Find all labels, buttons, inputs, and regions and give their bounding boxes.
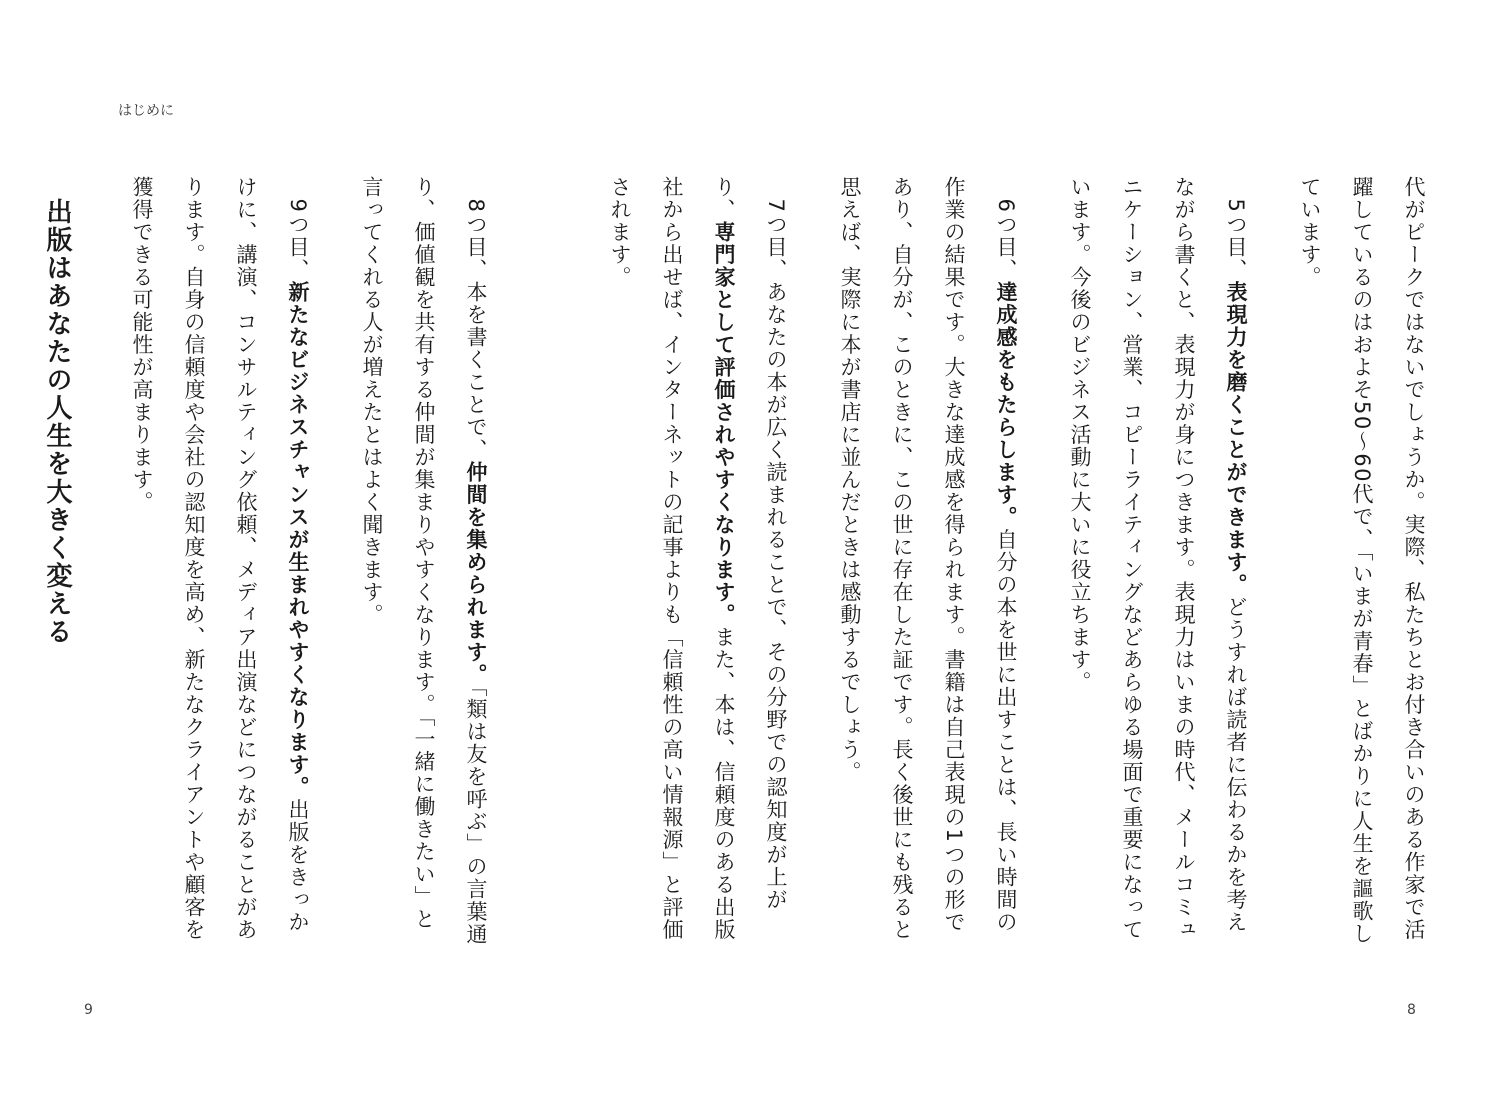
page-number-left: 9	[84, 1002, 93, 1018]
paragraph-intro-text: 代がピークではないでしょうか。実際、私たちとお付き合いのある作家で活躍しているのはおよそ50～60代で、「いまが青春」とばかりに人生を謳歌しています。	[1298, 176, 1426, 945]
paragraph-eighth-lead: 8つ目、本を書くことで、	[464, 176, 488, 461]
paragraph-eighth-emphasis: 仲間を集められます。	[464, 460, 488, 686]
paragraph-eighth-body: 「類は友を呼ぶ」の言葉通り、価値観を共有する仲間が集まりやすくなります。「一緒に働きたい」と言ってくれる人が増えたとはよく聞きます。	[360, 176, 488, 946]
vertical-text-spread	[42, 176, 1440, 956]
section-heading: 出版はあなたの人生を大きく変える	[42, 198, 72, 646]
paragraph-fifth-emphasis: 表現力を磨くことができます。	[1224, 280, 1248, 596]
paragraph-ninth-body: 出版をきっかけに、講演、コンサルティング依頼、メディア出演などにつながることがあります。自身の信頼度や会社の認知度を高め、新たなクライアントや顧客を獲得できる可能性が高まります。	[130, 176, 310, 941]
paragraph-sixth-body: 自分の本を世に出すことは、長い時間の作業の結果です。大きな達成感を得られます。書籍は自己表現の1つの形であり、自分が、このときに、この世に存在した証です。長く後世にも残ると思えば、実際に本が書店に並んだときは感動するでしょう。	[838, 176, 1018, 941]
paragraph-sixth	[824, 176, 1032, 946]
paragraph-ninth-lead: 9つ目、	[286, 176, 310, 281]
paragraph-ninth-emphasis: 新たなビジネスチャンスが生まれやすくなります。	[286, 280, 310, 799]
paragraph-intro	[1284, 176, 1440, 946]
paragraph-eighth	[346, 176, 502, 946]
paragraph-sixth-emphasis: 達成感をもたらします。	[994, 280, 1018, 529]
paragraph-fifth-body: どうすれば読者に伝わるかを考えながら書くと、表現力が身につきます。表現力はいまの時代、メールコミュニケーション、営業、コピーライティングなどあらゆる場面で重要になっています。今後のビジネス活動に大いに役立ちます。	[1068, 176, 1248, 941]
paragraph-seventh-body: また、本は、信頼度のある出版社から出せば、インターネットの記事よりも「信頼性の高い情報源」と評価されます。	[608, 176, 736, 941]
paragraph-fifth-lead: 5つ目、	[1224, 176, 1248, 281]
paragraph-seventh	[594, 176, 802, 946]
paragraph-seventh-emphasis: 専門家として評価されやすくなります。	[712, 221, 736, 626]
running-head: はじめに	[118, 103, 174, 119]
page-number-right: 8	[1407, 1002, 1416, 1018]
paragraph-ninth	[116, 176, 324, 946]
paragraph-fifth	[1054, 176, 1262, 946]
paragraph-seventh-lead: 7つ目、あなたの本が広く読まれることで、その分野での認知度が上がり、	[712, 176, 788, 911]
paragraph-sixth-lead: 6つ目、	[994, 176, 1018, 281]
